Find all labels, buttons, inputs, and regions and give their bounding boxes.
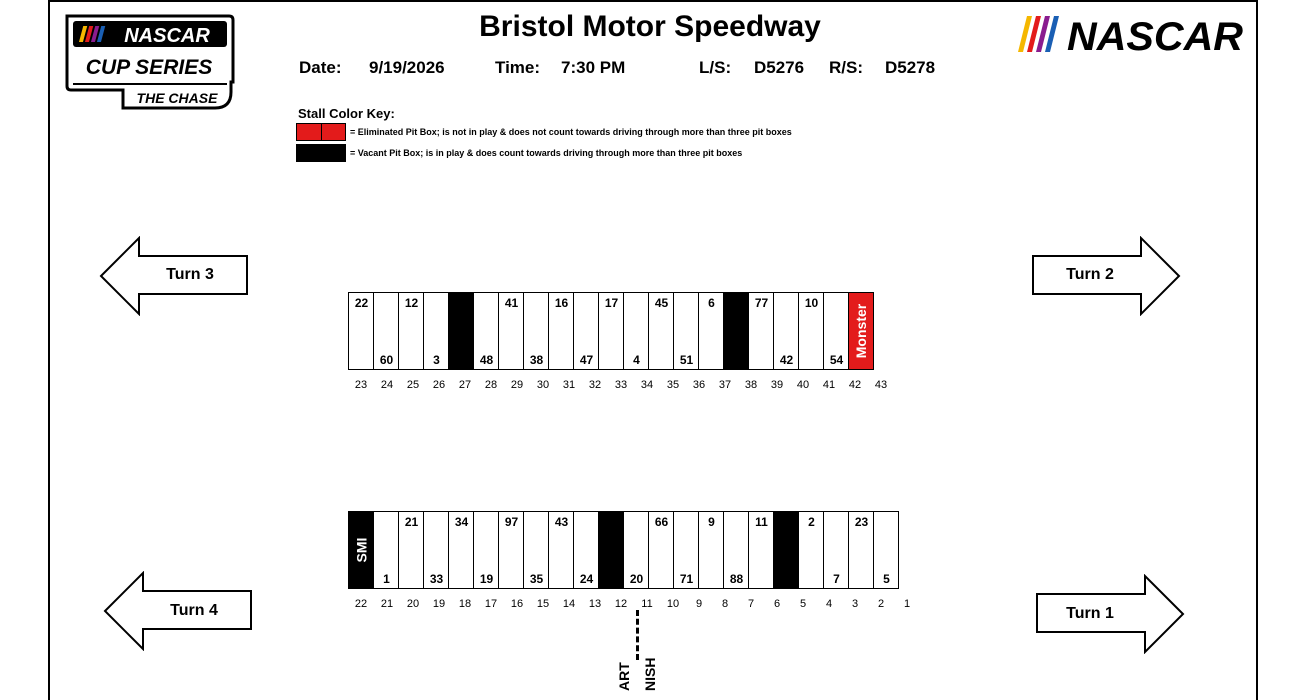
top-pit-stall <box>674 292 699 370</box>
stall-number: 6 <box>773 598 781 610</box>
car-number: 97 <box>504 515 519 529</box>
stall-number: 8 <box>721 598 729 610</box>
car-number: 20 <box>629 572 644 586</box>
car-number: 38 <box>529 353 544 367</box>
nascar-logo-text: NASCAR <box>1067 15 1244 56</box>
bottom-pit-stall <box>574 511 599 589</box>
bottom-pit-stall <box>774 511 799 589</box>
stall-label: SMI <box>353 537 370 563</box>
top-pit-stall <box>549 292 574 370</box>
top-pit-stall <box>374 292 399 370</box>
top-pit-stall <box>574 292 599 370</box>
stall-number: 30 <box>536 379 550 391</box>
stall-number: 29 <box>510 379 524 391</box>
stall-color-key-title: Stall Color Key: <box>298 106 395 121</box>
bottom-pit-stall <box>349 511 374 589</box>
bottom-pit-stall <box>824 511 849 589</box>
car-number: 1 <box>383 572 390 586</box>
bottom-pit-stall <box>599 511 624 589</box>
stall-number: 35 <box>666 379 680 391</box>
stall-number: 37 <box>718 379 732 391</box>
car-number: 41 <box>504 296 519 310</box>
date-label: Date: <box>299 58 342 77</box>
stall-number: 21 <box>380 598 394 610</box>
top-pit-stall <box>474 292 499 370</box>
stall-number: 43 <box>874 379 888 391</box>
car-number: 16 <box>554 296 569 310</box>
car-number: 3 <box>433 353 440 367</box>
stall-number: 24 <box>380 379 394 391</box>
turn2-label: Turn 2 <box>1066 266 1114 283</box>
car-number: 5 <box>883 572 890 586</box>
stall-number: 22 <box>354 598 368 610</box>
car-number: 48 <box>479 353 494 367</box>
stall-number: 26 <box>432 379 446 391</box>
car-number: 6 <box>708 296 715 310</box>
stall-number: 32 <box>588 379 602 391</box>
stall-number: 3 <box>851 598 859 610</box>
top-stall-numbers <box>348 379 894 391</box>
top-pit-stall <box>774 292 799 370</box>
top-pit-stall <box>449 292 474 370</box>
rs-value: D5278 <box>885 58 936 77</box>
ls-label: L/S: <box>699 58 732 77</box>
top-pit-stall <box>524 292 549 370</box>
turn1-label: Turn 1 <box>1066 605 1114 622</box>
stall-number: 34 <box>640 379 654 391</box>
car-number: 45 <box>654 296 669 310</box>
car-number: 43 <box>554 515 569 529</box>
car-number: 77 <box>754 296 769 310</box>
top-pit-stall <box>699 292 724 370</box>
start-finish-label-finish: NISH <box>642 657 658 691</box>
stall-number: 31 <box>562 379 576 391</box>
stall-number: 27 <box>458 379 472 391</box>
stall-number: 17 <box>484 598 498 610</box>
stall-number: 11 <box>641 598 653 610</box>
car-number: 22 <box>354 296 369 310</box>
time-value: 7:30 PM <box>561 58 626 77</box>
stall-number: 1 <box>903 598 911 610</box>
stall-number: 2 <box>877 598 885 610</box>
top-pit-row <box>348 292 874 370</box>
car-number: 66 <box>654 515 669 529</box>
top-pit-stall <box>849 292 874 370</box>
stall-number: 23 <box>354 379 368 391</box>
bottom-pit-stall <box>449 511 474 589</box>
turn4-label: Turn 4 <box>170 602 218 619</box>
bottom-pit-stall <box>649 511 674 589</box>
stall-number: 28 <box>484 379 498 391</box>
car-number: 54 <box>829 353 844 367</box>
car-number: 2 <box>808 515 815 529</box>
car-number: 47 <box>579 353 594 367</box>
start-finish-line <box>636 610 639 660</box>
cup-logo-line1: NASCAR <box>124 25 210 47</box>
stall-number: 15 <box>536 598 550 610</box>
stall-number: 19 <box>432 598 446 610</box>
stall-number: 4 <box>825 598 833 610</box>
car-number: 60 <box>379 353 394 367</box>
bottom-pit-row <box>348 511 899 589</box>
car-number: 7 <box>833 572 840 586</box>
stall-number: 7 <box>747 598 755 610</box>
key-eliminated-text: = Eliminated Pit Box; is not in play & does not count towards driving through more than three pit boxes <box>350 127 792 137</box>
stall-number: 20 <box>406 598 420 610</box>
stall-number: 41 <box>822 379 836 391</box>
top-pit-stall <box>749 292 774 370</box>
key-vacant-text: = Vacant Pit Box; is in play & does count towards driving through more than three pit boxes <box>350 148 743 158</box>
bottom-pit-stall <box>549 511 574 589</box>
car-number: 4 <box>633 353 640 367</box>
top-pit-stall <box>824 292 849 370</box>
bottom-pit-stall <box>499 511 524 589</box>
key-vacant <box>296 144 742 162</box>
top-pit-stall <box>724 292 749 370</box>
time-label: Time: <box>495 58 541 77</box>
car-number: 33 <box>429 572 444 586</box>
car-number: 23 <box>854 515 869 529</box>
top-pit-stall <box>424 292 449 370</box>
stall-number: 42 <box>848 379 862 391</box>
car-number: 51 <box>679 353 694 367</box>
bottom-pit-stall <box>849 511 874 589</box>
car-number: 88 <box>729 572 744 586</box>
bottom-pit-stall <box>374 511 399 589</box>
stall-number: 18 <box>458 598 472 610</box>
stall-number: 40 <box>796 379 810 391</box>
page-title: Bristol Motor Speedway <box>479 10 821 43</box>
bottom-pit-stall <box>399 511 424 589</box>
bottom-pit-stall <box>874 511 899 589</box>
key-eliminated <box>296 123 792 141</box>
car-number: 12 <box>404 296 419 310</box>
top-pit-stall <box>599 292 624 370</box>
bottom-pit-stall <box>749 511 774 589</box>
car-number: 9 <box>708 515 715 529</box>
car-number: 42 <box>779 353 794 367</box>
stall-number: 38 <box>744 379 758 391</box>
vacant-swatch <box>296 144 346 162</box>
car-number: 34 <box>454 515 469 529</box>
bottom-pit-stall <box>474 511 499 589</box>
cup-logo-line2: CUP SERIES <box>85 56 213 79</box>
top-pit-stall <box>499 292 524 370</box>
stall-number: 36 <box>692 379 706 391</box>
stall-number: 12 <box>614 598 628 610</box>
cup-logo-line3: THE CHASE <box>136 90 218 106</box>
car-number: 11 <box>755 515 768 529</box>
bottom-pit-stall <box>424 511 449 589</box>
rs-label: R/S: <box>829 58 863 77</box>
top-pit-stall <box>649 292 674 370</box>
stall-number: 9 <box>695 598 703 610</box>
car-number: 21 <box>404 515 419 529</box>
stall-number: 14 <box>562 598 576 610</box>
bottom-pit-stall <box>524 511 549 589</box>
stall-number: 39 <box>770 379 784 391</box>
bottom-pit-stall <box>699 511 724 589</box>
top-pit-stall <box>399 292 424 370</box>
bottom-pit-stall <box>799 511 824 589</box>
eliminated-swatch <box>296 123 346 141</box>
car-number: 10 <box>804 296 819 310</box>
bottom-stall-numbers <box>348 598 920 610</box>
car-number: 71 <box>679 572 694 586</box>
car-number: 17 <box>604 296 619 310</box>
top-pit-stall <box>799 292 824 370</box>
start-finish-label-start: ART <box>616 662 632 691</box>
bottom-pit-stall <box>624 511 649 589</box>
car-number: 24 <box>579 572 594 586</box>
stall-number: 13 <box>588 598 602 610</box>
bottom-pit-stall <box>674 511 699 589</box>
bottom-pit-stall <box>724 511 749 589</box>
top-pit-stall <box>624 292 649 370</box>
top-pit-stall <box>349 292 374 370</box>
date-value: 9/19/2026 <box>369 58 445 77</box>
stall-number: 25 <box>406 379 420 391</box>
ls-value: D5276 <box>754 58 805 77</box>
turn3-label: Turn 3 <box>166 266 214 283</box>
car-number: 35 <box>529 572 544 586</box>
stall-number: 5 <box>799 598 807 610</box>
stall-number: 10 <box>666 598 680 610</box>
stall-number: 33 <box>614 379 628 391</box>
stall-label: Monster <box>853 303 870 359</box>
car-number: 19 <box>479 572 494 586</box>
stall-number: 16 <box>510 598 524 610</box>
